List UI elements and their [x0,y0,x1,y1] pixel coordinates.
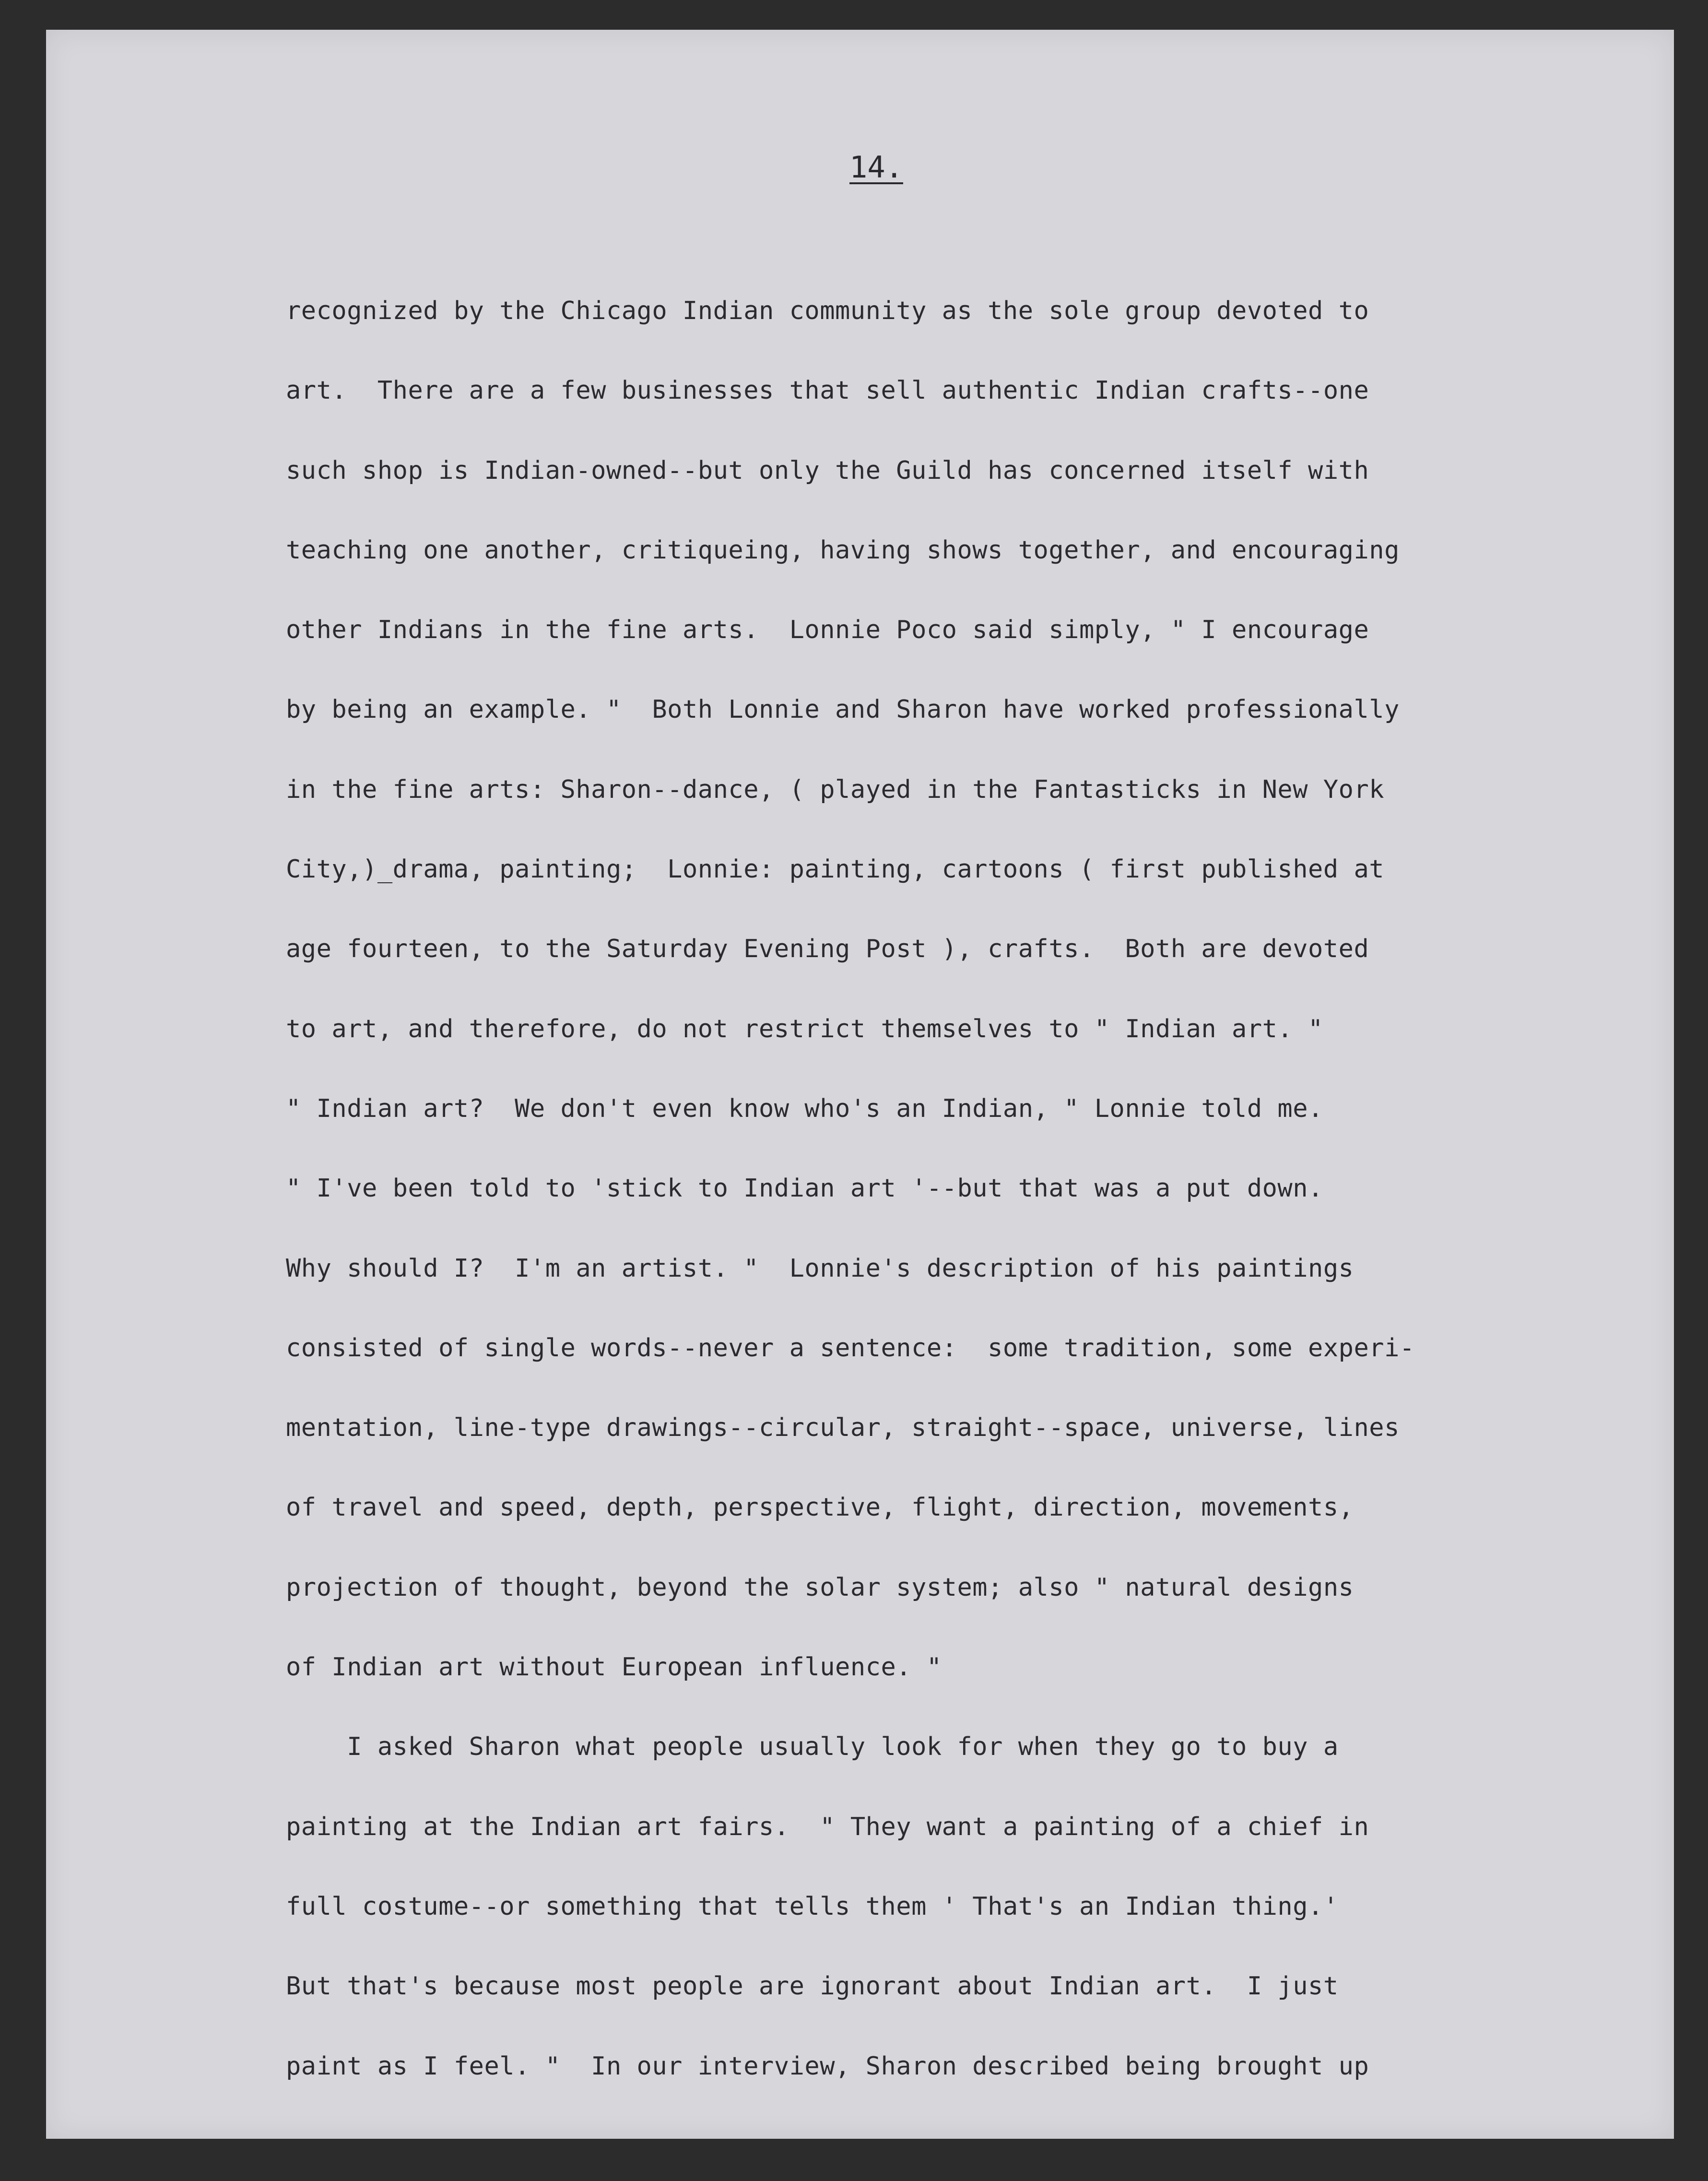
text-line: City,)_drama, painting; Lonnie: painting, cartoons ( first published at [286,855,1385,884]
text-line: But that's because most people are ignorant about Indian art. I just [286,1972,1339,2001]
text-line: " I've been told to 'stick to Indian art '--but that was a put down. [286,1174,1323,1203]
text-line: mentation, line-type drawings--circular, straight--space, universe, lines [286,1413,1400,1443]
text-line: other Indians in the fine arts. Lonnie Poco said simply, " I encourage [286,616,1369,645]
document-page [46,30,1674,2139]
text-line: I asked Sharon what people usually look for when they go to buy a [286,1732,1339,1762]
text-line: recognized by the Chicago Indian community as the sole group devoted to [286,296,1369,325]
text-line: art. There are a few businesses that sell authentic Indian crafts--one [286,376,1369,405]
text-line: of travel and speed, depth, perspective, flight, direction, movements, [286,1493,1354,1522]
text-line: to art, and therefore, do not restrict themselves to " Indian art. " [286,1014,1323,1043]
typed-text-body [286,298,1415,2134]
text-line: of Indian art without European influence. " [286,1653,942,1682]
text-line: projection of thought, beyond the solar system; also " natural designs [286,1573,1354,1602]
text-line: in the fine arts: Sharon--dance, ( played in the Fantasticks in New York [286,775,1385,804]
text-line: such shop is Indian-owned--but only the Guild has concerned itself with [286,456,1369,485]
text-line: paint as I feel. " In our interview, Sharon described being brought up [286,2051,1369,2081]
page-number: 14. [849,150,903,185]
text-line: Why should I? I'm an artist. " Lonnie's description of his paintings [286,1254,1354,1283]
text-line: full costume--or something that tells them ' That's an Indian thing.' [286,1892,1339,1921]
text-line: by being an example. " Both Lonnie and Sharon have worked professionally [286,695,1400,724]
text-line: consisted of single words--never a sentence: some tradition, some experi- [286,1333,1415,1363]
text-line: age fourteen, to the Saturday Evening Post ), crafts. Both are devoted [286,935,1369,964]
text-line: teaching one another, critiqueing, having shows together, and encouraging [286,535,1400,565]
text-line: painting at the Indian art fairs. " They want a painting of a chief in [286,1812,1369,1841]
text-line: " Indian art? We don't even know who's an Indian, " Lonnie told me. [286,1094,1323,1123]
